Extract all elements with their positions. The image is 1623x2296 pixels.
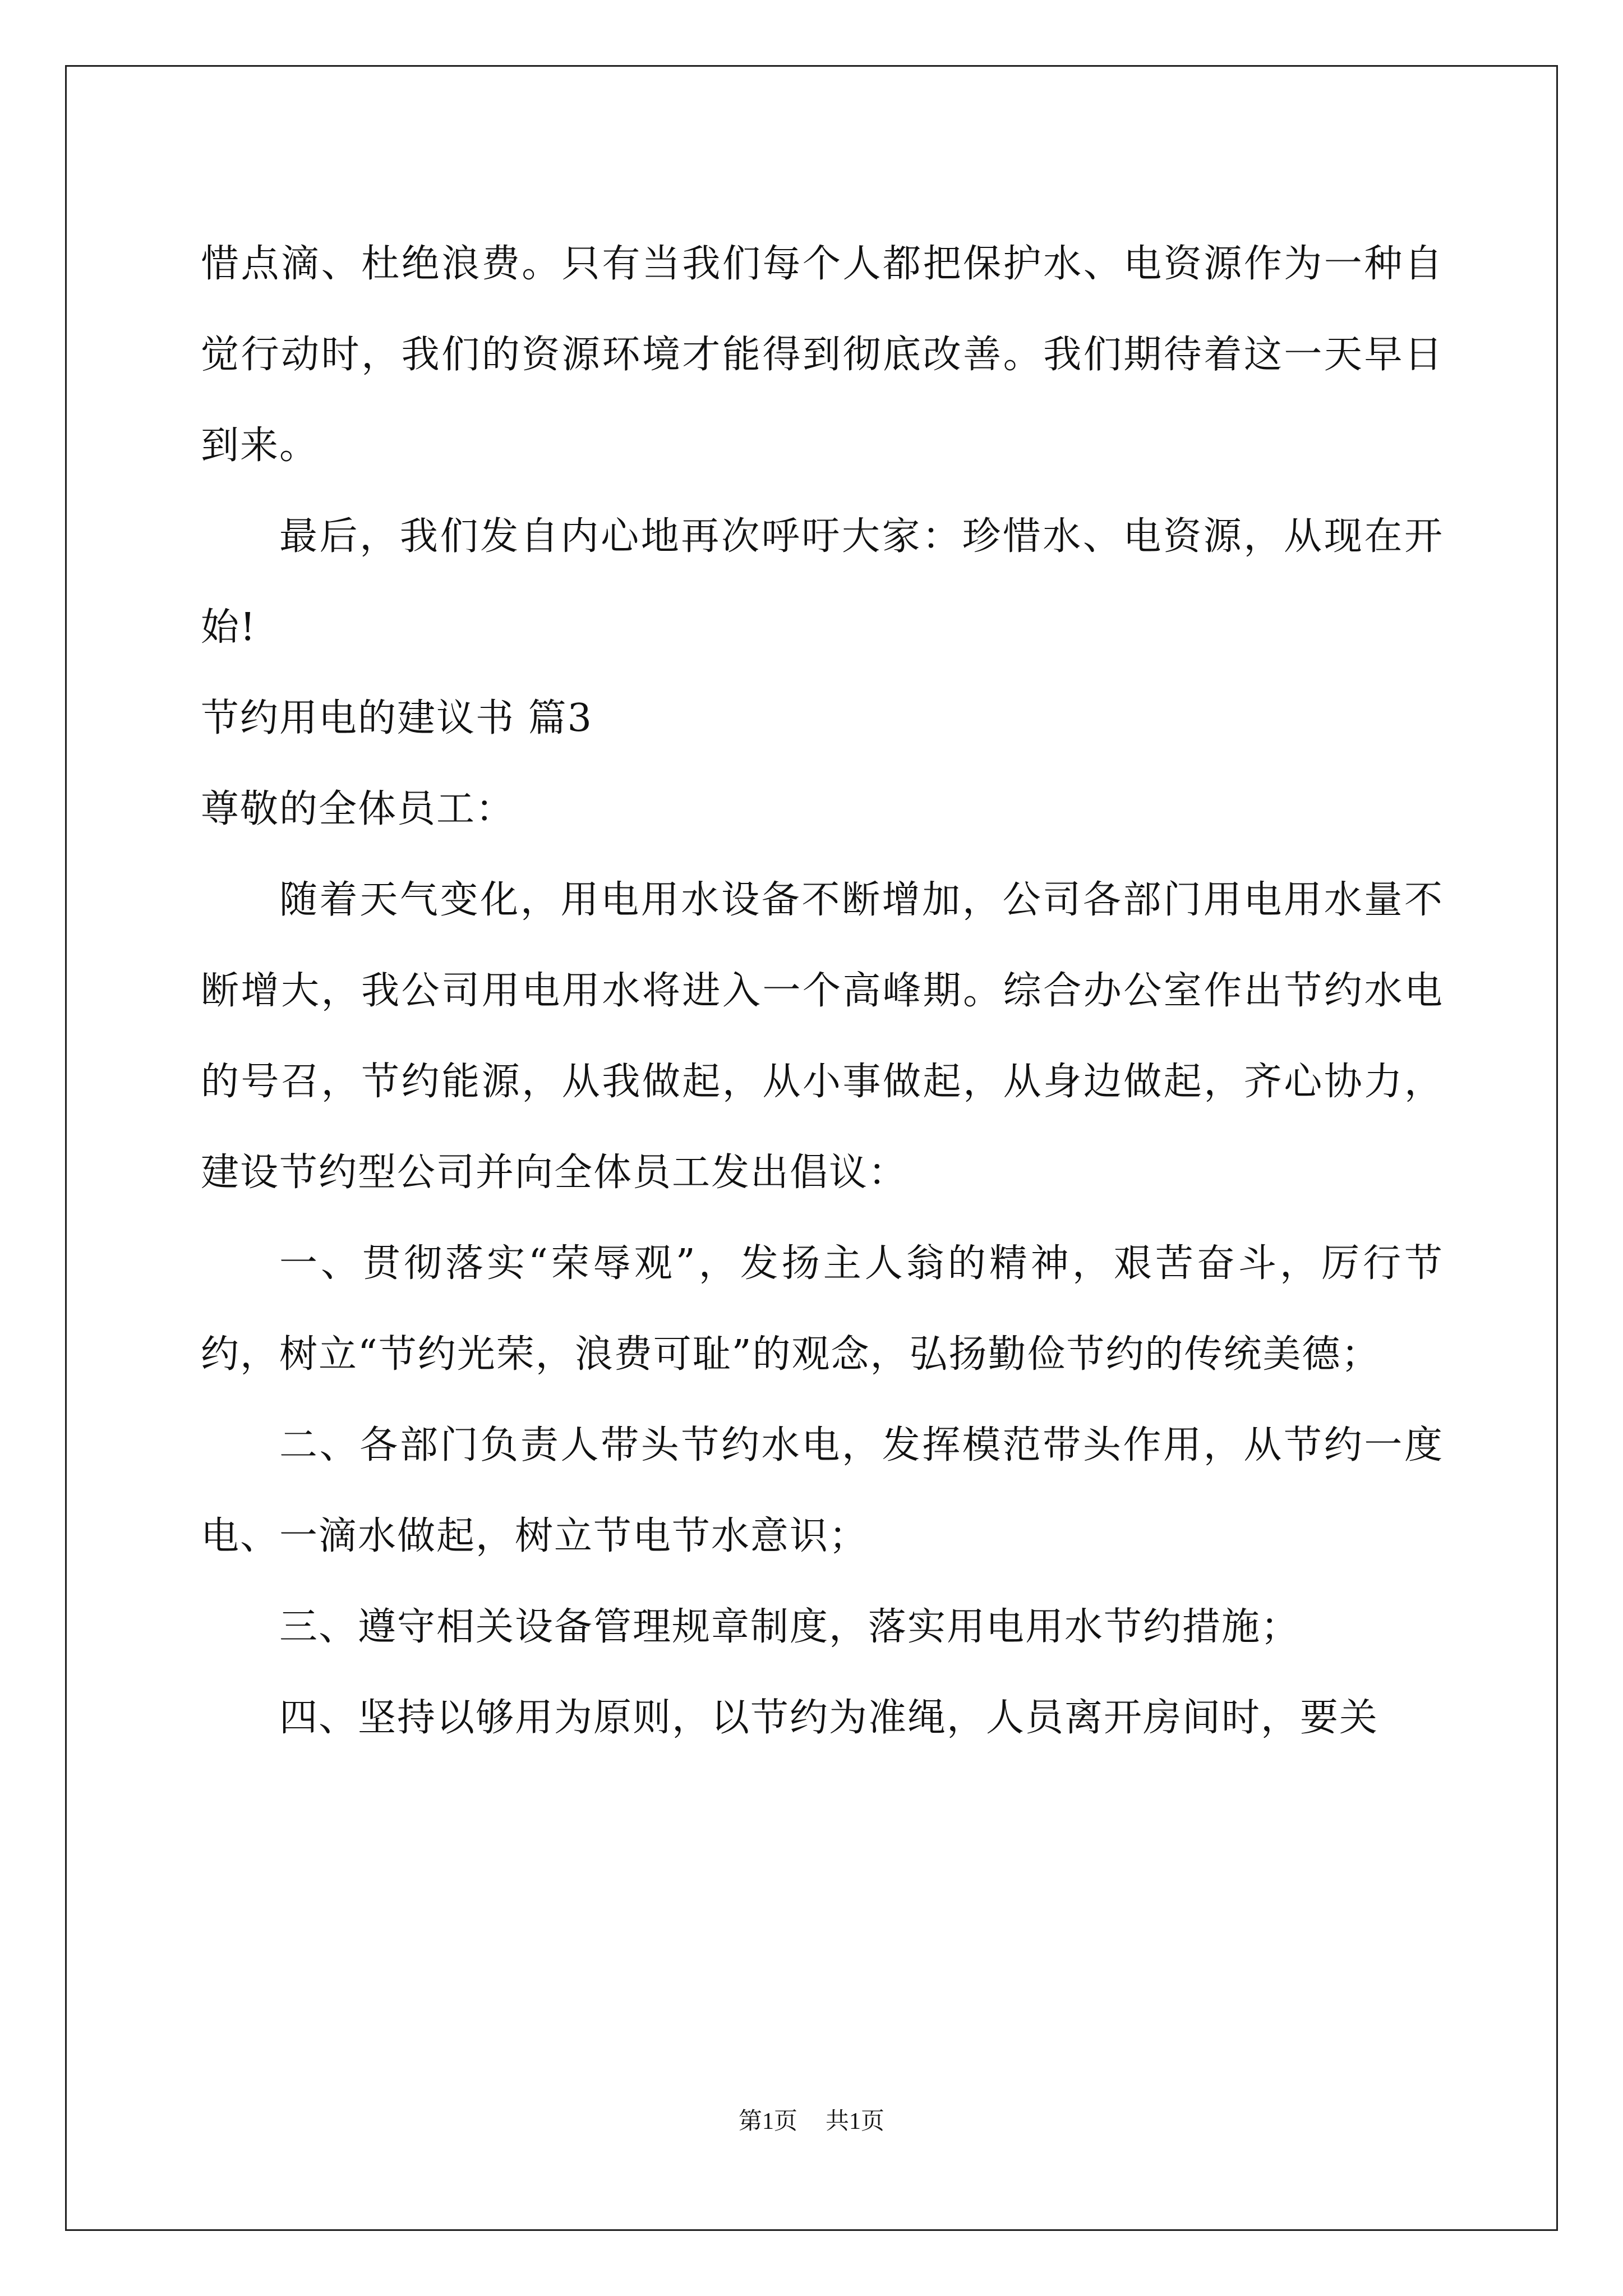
page-number: 第1页: [738, 2109, 797, 2134]
list-item-1: 一、贯彻落实“荣辱观”，发扬主人翁的精神，艰苦奋斗，厉行节约，树立“节约光荣，浪费可耻”的观念，弘扬勤俭节约的传统美德；: [201, 1241, 1444, 1377]
document-body: [201, 219, 1444, 1764]
paragraph-3: 随着天气变化，用电用水设备不断增加，公司各部门用电用水量不断增大，我公司用电用水将进入一个高峰期。综合办公室作出节约水电的号召，节约能源，从我做起，从小事做起，从身边做起，齐心协力，建设节约型公司并向全体员工发出倡议：: [201, 878, 1444, 1195]
page-footer: [0, 2105, 1623, 2138]
list-item-4: 四、坚持以够用为原则，以节约为准绳，人员离开房间时，要关: [279, 1696, 1379, 1740]
paragraph-1: 惜点滴、杜绝浪费。只有当我们每个人都把保护水、电资源作为一种自觉行动时，我们的资源环境才能得到彻底改善。我们期待着这一天早日到来。: [201, 242, 1444, 468]
page-total: 共1页: [826, 2109, 885, 2134]
list-item-2: 二、各部门负责人带头节约水电，发挥模范带头作用，从节约一度电、一滴水做起，树立节电节水意识；: [201, 1423, 1444, 1558]
section-heading: 节约用电的建议书 篇3: [201, 696, 593, 740]
salutation: 尊敬的全体员工：: [201, 787, 515, 831]
paragraph-2: 最后，我们发自内心地再次呼吁大家：珍惜水、电资源，从现在开始!: [201, 514, 1444, 650]
list-item-3: 三、遵守相关设备管理规章制度，落实用电用水节约措施；: [279, 1605, 1301, 1649]
